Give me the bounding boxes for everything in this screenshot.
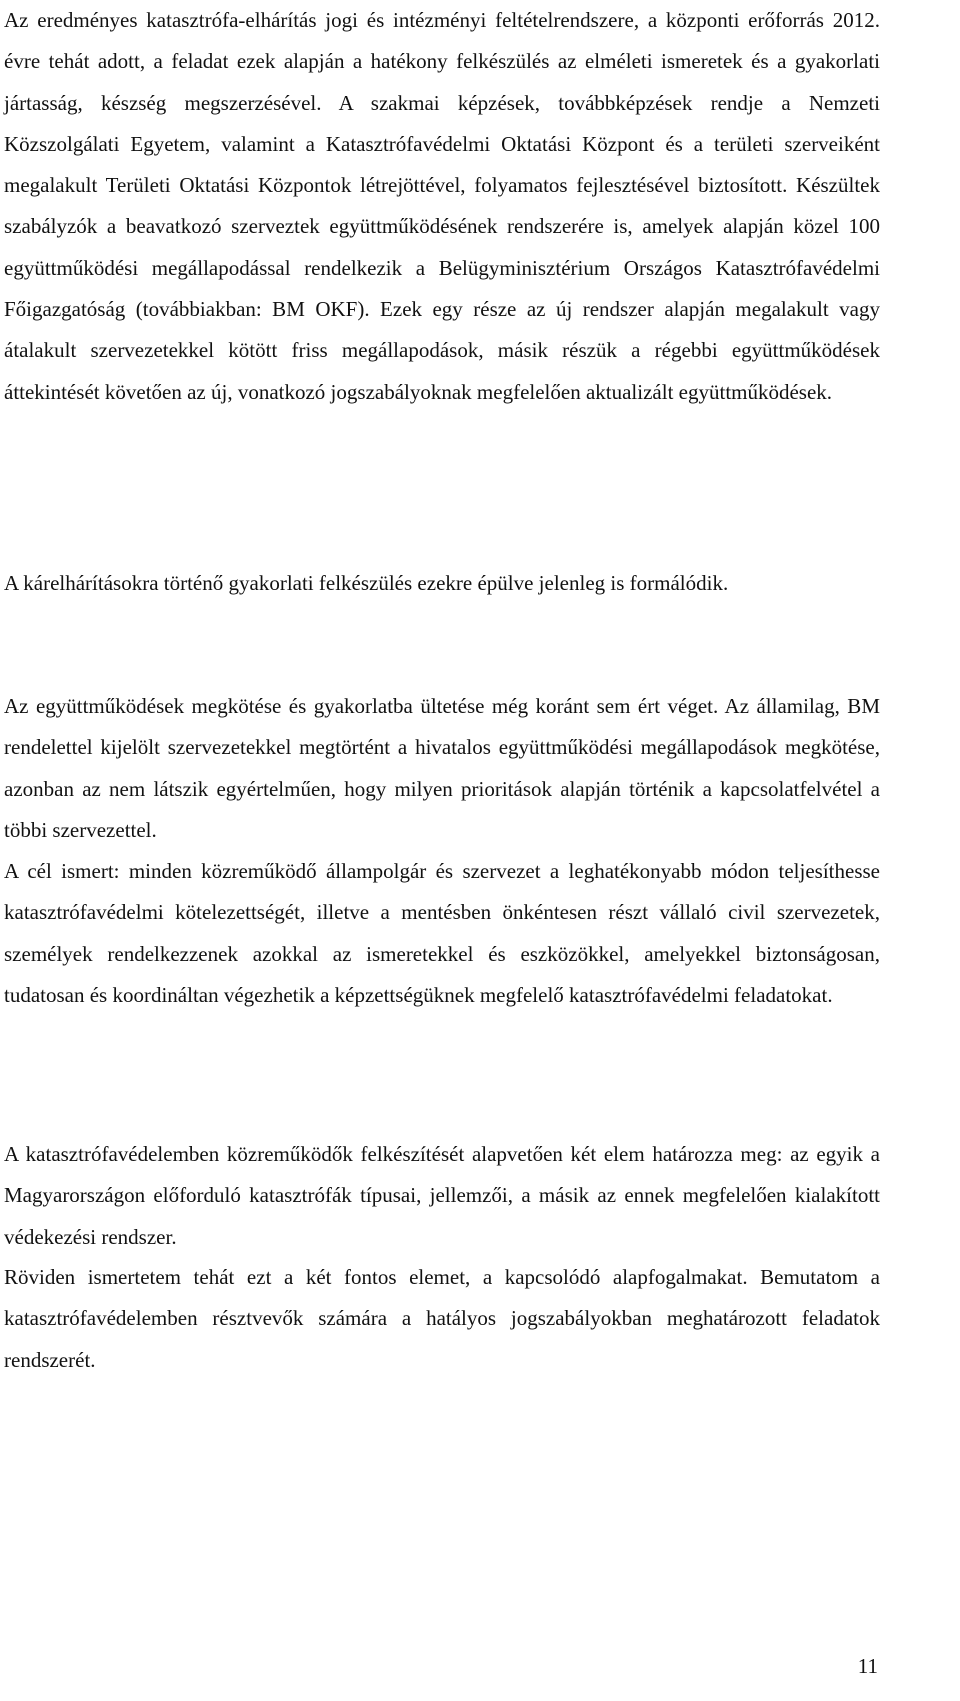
page-number: 11 bbox=[857, 1654, 878, 1678]
paragraph-1: Az eredményes katasztrófa-elhárítás jogi és intézményi feltételrendszere, a központi erőforrás 2012. évre tehát adott, a feladat ezek alapján a hatékony felkészülés az elméleti ismeretek és a gyakorlati jártasság, készség megszerzésével. A szakmai képzések, továbbképzések rendje a Nemzeti Közszolgálati Egyetem, valamint a Katasztrófavédelmi Oktatási Központ és a területi szerveiként megalakult Területi Oktatási Központok létrejöttével, folyamatos fejlesztésével biztosított. Készültek szabályzók a beavatkozó szerveztek együttműködésének rendszerére is, amelyek alapján közel 100 együttműködési megállapodással rendelkezik a Belügyminisztérium Országos Katasztrófavédelmi Főigazgatóság (továbbiakban: BM OKF). Ezek egy része az új rendszer alapján megalakult vagy átalakult szervezetekkel kötött friss megállapodások, másik részük a régebbi együttműködések áttekintését követően az új, vonatkozó jogszabályoknak megfelelően aktualizált együttműködések. bbox=[4, 8, 880, 404]
paragraph-6: Röviden ismertetem tehát ezt a két fontos elemet, a kapcsolódó alapfogalmakat. Bemutatom a katasztrófavédelemben résztvevők számára a hatályos jogszabályokban meghatározott feladatok rendszerét. bbox=[4, 1265, 880, 1372]
paragraph-5: A katasztrófavédelemben közreműködők felkészítését alapvetően két elem határozza meg: az egyik a Magyarországon előforduló katasztrófák típusai, jellemzői, a másik az ennek megfelelően kialakított védekezési rendszer. bbox=[4, 1142, 880, 1249]
paragraph-4: A cél ismert: minden közreműködő állampolgár és szervezet a leghatékonyabb módon teljesíthesse katasztrófavédelmi kötelezettségét, illetve a mentésben önkéntesen részt vállaló civil szervezetek, személyek rendelkezzenek azokkal az ismeretekkel és eszközökkel, amelyekkel biztonságosan, tudatosan és koordináltan végezhetik a képzettségüknek megfelelő katasztrófavédelmi feladatokat. bbox=[4, 859, 880, 1007]
paragraph-2: A kárelhárításokra történő gyakorlati felkészülés ezekre épülve jelenleg is formálódik. bbox=[4, 571, 729, 595]
paragraph-3: Az együttműködések megkötése és gyakorlatba ültetése még koránt sem ért véget. Az államilag, BM rendelettel kijelölt szervezetekkel megtörtént a hivatalos együttműködési megállapodások megkötése, azonban az nem látszik egyértelműen, hogy milyen prioritások alapján történik a kapcsolatfelvétel a többi szervezettel. bbox=[4, 694, 880, 842]
